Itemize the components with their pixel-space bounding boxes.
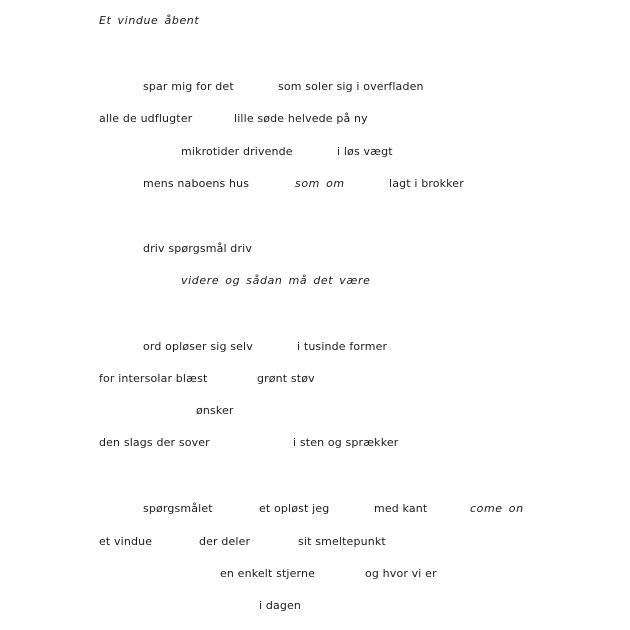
poem-fragment: med kant — [374, 502, 428, 515]
poem-fragment-italic: come on — [470, 502, 524, 515]
poem-fragment: i tusinde former — [297, 340, 388, 353]
poem-fragment: spar mig for det — [143, 80, 234, 93]
poem-fragment: i dagen — [259, 599, 302, 612]
poem-fragment: som soler sig i overfladen — [278, 80, 424, 93]
poem-fragment-italic: videre og sådan må det være — [181, 274, 371, 287]
poem-fragment: i sten og sprækker — [293, 436, 399, 449]
poem-fragment: og hvor vi er — [365, 567, 437, 580]
poem-fragment: sit smeltepunkt — [298, 535, 386, 548]
poem-fragment: grønt støv — [257, 372, 315, 385]
poem-title: Et vindue åbent — [99, 14, 200, 27]
poem-fragment: for intersolar blæst — [99, 372, 208, 385]
poem-fragment: en enkelt stjerne — [220, 567, 316, 580]
poem-fragment: ord opløser sig selv — [143, 340, 253, 353]
poem-fragment: et vindue — [99, 535, 153, 548]
poem-fragment: der deler — [199, 535, 251, 548]
poem-fragment: i løs vægt — [337, 145, 393, 158]
poem-fragment: et opløst jeg — [259, 502, 330, 515]
poem-fragment: mens naboens hus — [143, 177, 250, 190]
poem-fragment: alle de udflugter — [99, 112, 193, 125]
poem-fragment: spørgsmålet — [143, 502, 213, 515]
poem-fragment: lille søde helvede på ny — [234, 112, 368, 125]
poem-fragment-italic: som om — [295, 177, 345, 190]
poem-fragment: lagt i brokker — [389, 177, 464, 190]
poem-fragment: ønsker — [196, 404, 234, 417]
poem-fragment: mikrotider drivende — [181, 145, 293, 158]
poem-fragment: den slags der sover — [99, 436, 210, 449]
poem-fragment: driv spørgsmål driv — [143, 242, 252, 255]
